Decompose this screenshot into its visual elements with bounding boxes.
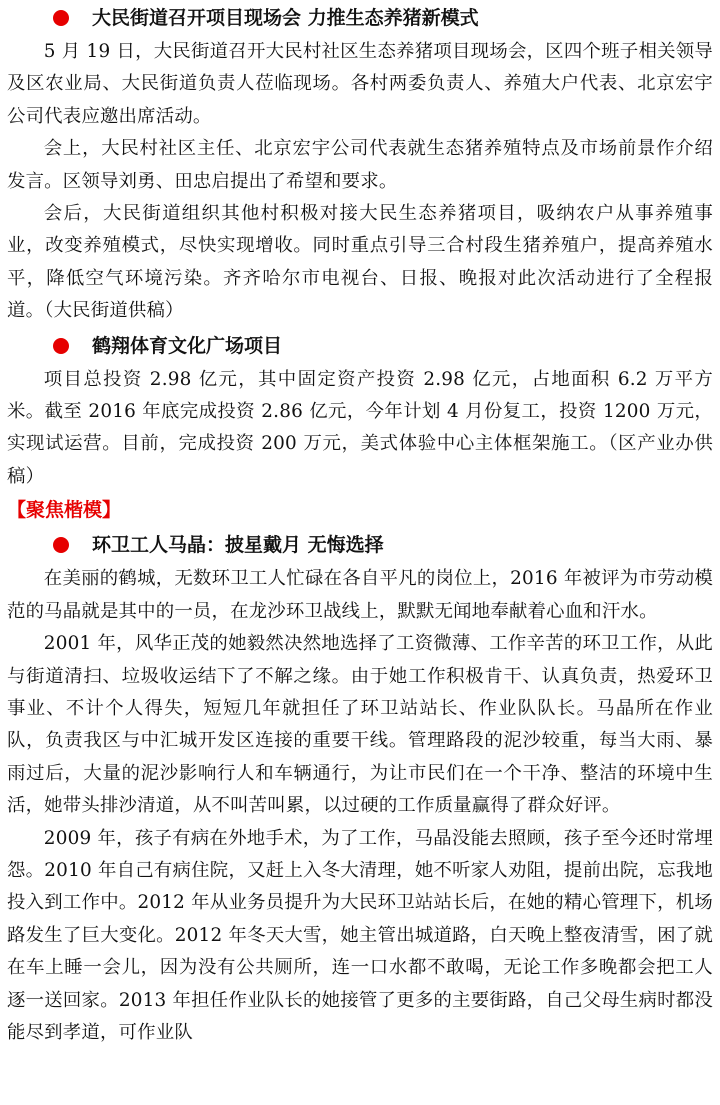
red-bullet-icon	[53, 10, 69, 26]
article-title: 大民街道召开项目现场会 力推生态养猪新模式	[92, 7, 479, 29]
paragraph: 在美丽的鹤城，无数环卫工人忙碌在各自平凡的岗位上，2016 年被评为市劳动模范的马晶就是其中的一员，在龙沙环卫战线上，默默无闻地奉献着心血和汗水。	[7, 568, 713, 622]
red-bullet-icon	[53, 537, 69, 553]
paragraph: 2009 年，孩子有病在外地手术，为了工作，马晶没能去照顾，孩子至今还时常埋怨。2010 年自己有病住院，又赶上入冬大清理，她不听家人劝阻，提前出院，忘我地投入到工作中。2012 年从业务员提升为大民环卫站站长后，在她的精心管理下，机场路发生了巨大变化。2012 年冬天大雪，她主管出城道路，白天晚上整夜清雪，困了就在车上睡一会儿，因为没有公共厕所，连一口水都不敢喝，无论工作多晚都会把工人逐一送回家。2013 年担任作业队长的她接管了更多的主要街路，自己父母生病时都没能尽到孝道，可作业队	[7, 827, 713, 1043]
article-title: 鹤翔体育文化广场项目	[92, 334, 283, 357]
paragraph: 会后，大民街道组织其他村积极对接大民生态养猪项目，吸纳农户从事养殖事业，改变养殖模式，尽快实现增收。同时重点引导三合村段生猪养殖户，提高养殖水平，降低空气环境污染。齐齐哈尔市电视台、日报、晚报对此次活动进行了全程报道。（大民街道供稿）	[7, 203, 713, 322]
paragraph: 2001 年，风华正茂的她毅然决然地选择了工资微薄、工作辛苦的环卫工作，从此与街道清扫、垃圾收运结下了不解之缘。由于她工作积极肯干、认真负责，热爱环卫事业、不计个人得失，短短几年就担任了环卫站站长、作业队队长。马晶所在作业队，负责我区与中汇城开发区连接的重要干线。管理路段的泥沙较重，每当大雨、暴雨过后，大量的泥沙影响行人和车辆通行，为让市民们在一个干净、整洁的环境中生活，她带头排沙清道，从不叫苦叫累，以过硬的工作质量赢得了群众好评。	[7, 633, 713, 817]
article-title: 环卫工人马晶：披星戴月 无悔选择	[92, 534, 384, 557]
paragraph: 会上，大民村社区主任、北京宏宇公司代表就生态猪养殖特点及市场前景作介绍发言。区领导刘勇、田忠启提出了希望和要求。	[7, 138, 713, 192]
section-label: 【聚焦楷模】	[7, 499, 122, 522]
paragraph: 项目总投资 2.98 亿元，其中固定资产投资 2.98 亿元，占地面积 6.2 万平方米。截至 2016 年底完成投资 2.86 亿元，今年计划 4 月份复工，投资 1200 万元，实现试运营。目前，完成投资 200 万元，美式体验中心主体框架施工。（区产业办供稿）	[7, 368, 713, 487]
article-heading	[7, 527, 713, 563]
red-bullet-icon	[53, 338, 69, 354]
article-heading	[7, 0, 713, 36]
paragraph: 5 月 19 日，大民街道召开大民村社区生态养猪项目现场会，区四个班子相关领导及区农业局、大民街道负责人莅临现场。各村两委负责人、养殖大户代表、北京宏宇公司代表应邀出席活动。	[7, 41, 713, 127]
document-page	[7, 0, 713, 1049]
article-heading	[7, 328, 713, 364]
